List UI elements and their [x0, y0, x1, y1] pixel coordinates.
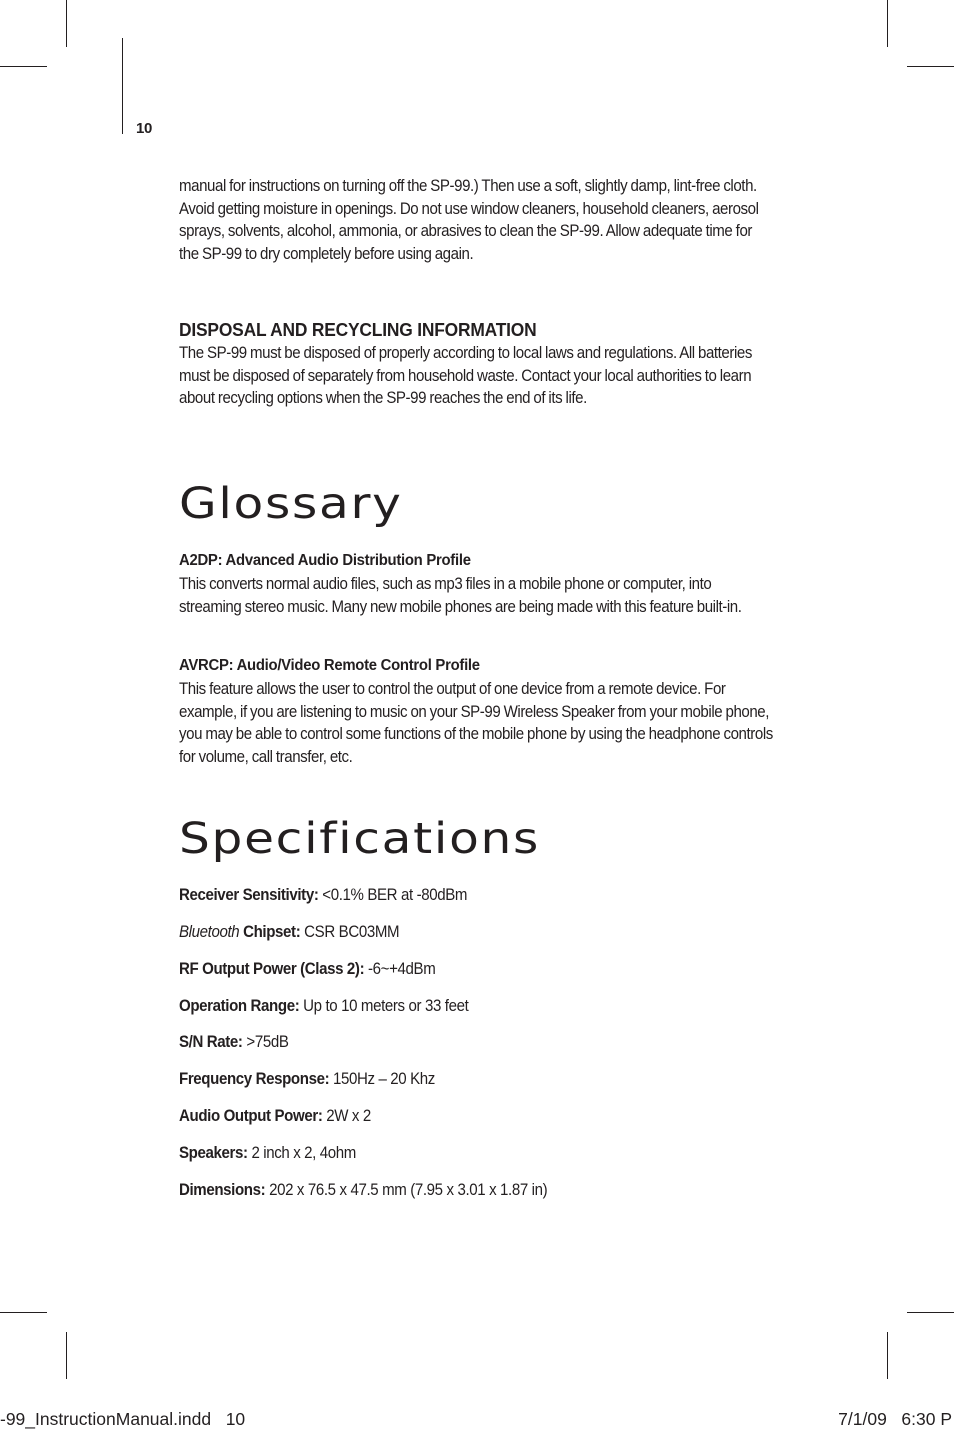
intro-section: [179, 175, 779, 265]
glossary-term: AVRCP: Audio/Video Remote Control Profile: [179, 657, 480, 674]
crop-mark: [0, 1312, 47, 1313]
spec-value: 2W x 2: [326, 1107, 371, 1125]
spec-label: Speakers:: [179, 1144, 248, 1162]
spec-value: -6~+4dBm: [368, 960, 436, 978]
crop-mark: [0, 66, 47, 67]
glossary-section: [179, 480, 779, 528]
crop-mark: [907, 66, 954, 67]
spec-label: Frequency Response:: [179, 1070, 330, 1088]
spec-label: Chipset:: [243, 923, 301, 941]
crop-mark: [66, 0, 67, 47]
spec-value: 2 inch x 2, 4ohm: [251, 1144, 356, 1162]
spec-row: [179, 1105, 371, 1127]
spec-label: Dimensions:: [179, 1181, 266, 1199]
page-number: 10: [136, 120, 153, 137]
glossary-definition: This converts normal audio files, such as mp3 files in a mobile phone or computer, into streaming stereo music. Many new mobile phones are being made with this feature built-in.: [179, 575, 742, 616]
glossary-term: A2DP: Advanced Audio Distribution Profile: [179, 552, 471, 569]
spec-row: [179, 1179, 547, 1201]
disposal-section: [179, 319, 779, 410]
intro-paragraph: manual for instructions on turning off the SP-99.) Then use a soft, slightly damp, lint-free cloth. Avoid getting moisture in openings. Do not use window cleaners, household cleaners, aerosol sprays, solvents, alcohol, ammonia, or abrasives to clean the SP-99. Allow adequate time for the SP-99 to dry completely before using again.: [179, 177, 759, 263]
glossary-entry: [179, 550, 779, 618]
disposal-heading: DISPOSAL AND RECYCLING INFORMATION: [179, 319, 537, 340]
spec-value: >75dB: [246, 1033, 289, 1051]
spec-row: [179, 958, 435, 980]
specifications-section: [179, 815, 779, 863]
spec-row: [179, 1142, 356, 1164]
spec-value: Up to 10 meters or 33 feet: [303, 997, 469, 1015]
spec-value: 150Hz – 20 Khz: [333, 1070, 435, 1088]
spec-row: [179, 995, 468, 1017]
spec-label: S/N Rate:: [179, 1033, 243, 1051]
spec-value: CSR BC03MM: [304, 923, 400, 941]
slug-filename: -99_InstructionManual.indd 10: [0, 1409, 246, 1429]
spec-row: [179, 921, 399, 943]
spec-label: Receiver Sensitivity:: [179, 886, 319, 904]
spec-label: Audio Output Power:: [179, 1107, 323, 1125]
spec-row: [179, 884, 467, 906]
specifications-list: [179, 884, 779, 1214]
slug-date: 7/1/09 6:30 P: [838, 1409, 952, 1429]
crop-mark: [887, 0, 888, 47]
spec-prefix: Bluetooth: [179, 923, 240, 941]
crop-mark: [907, 1312, 954, 1313]
spec-row: [179, 1031, 288, 1053]
glossary-title: Glossary: [179, 479, 403, 529]
page-number-rule: [122, 38, 123, 134]
crop-mark: [66, 1332, 67, 1379]
crop-mark: [887, 1332, 888, 1379]
glossary-entry: [179, 655, 779, 768]
spec-value: 202 x 76.5 x 47.5 mm (7.95 x 3.01 x 1.87 in): [269, 1181, 548, 1199]
spec-value: <0.1% BER at -80dBm: [322, 886, 468, 904]
glossary-definition: This feature allows the user to control the output of one device from a remote device. For example, if you are listening to music on your SP-99 Wireless Speaker from your mobile phone, you may be able to control some functions of the mobile phone by using the headphone controls for volume, call transfer, etc.: [179, 680, 773, 766]
spec-label: Operation Range:: [179, 997, 300, 1015]
specifications-title: Specifications: [179, 814, 541, 864]
spec-label: RF Output Power (Class 2):: [179, 960, 365, 978]
spec-row: [179, 1068, 435, 1090]
disposal-text: The SP-99 must be disposed of properly according to local laws and regulations. All batteries must be disposed of separately from household waste. Contact your local authorities to learn about recycling options when the SP-99 reaches the end of its life.: [179, 344, 752, 408]
